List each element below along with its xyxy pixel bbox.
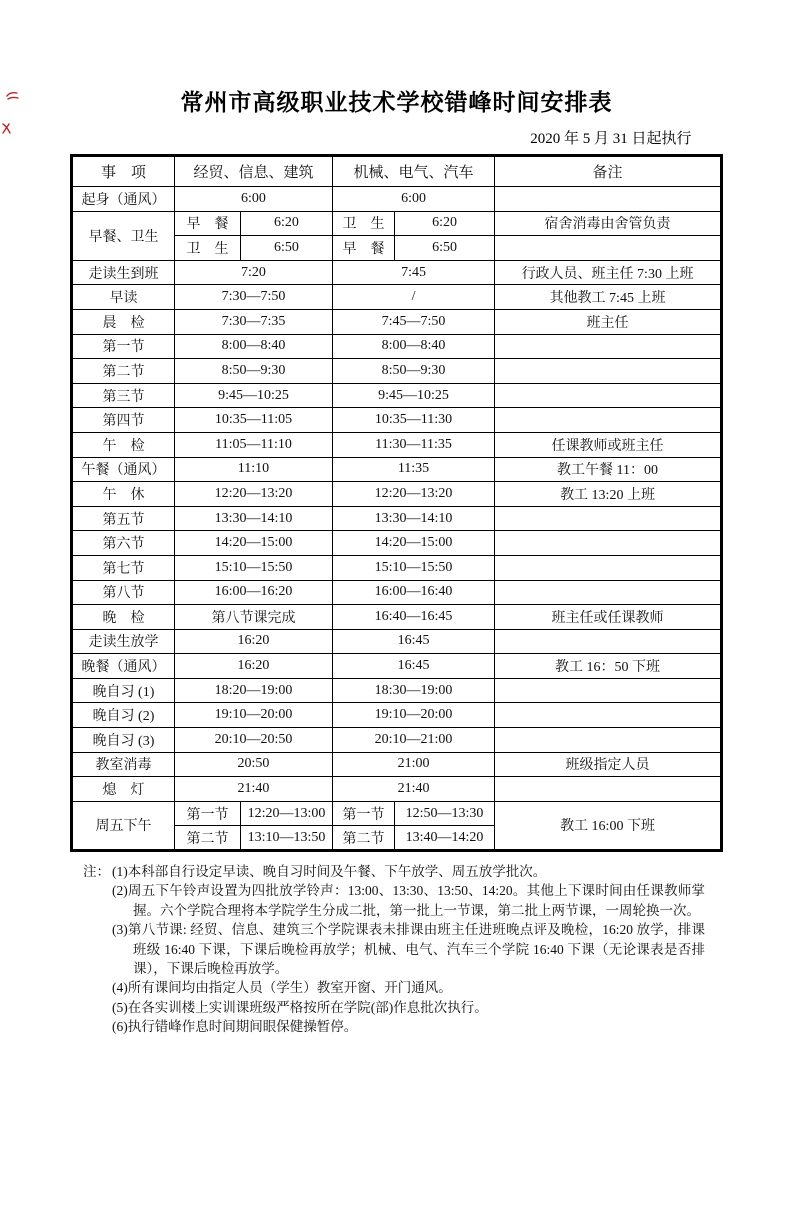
footnote-text: 在各实训楼上实训课班级严格按所在学院(部)作息批次执行。: [127, 999, 488, 1015]
time-cell: 10:35—11:05: [174, 408, 332, 433]
time-cell: 9:45—10:25: [333, 383, 495, 408]
time-cell: 12:20—13:00: [240, 801, 332, 826]
footnotes-label: 注：: [83, 864, 110, 880]
footnote-text: 周五下午铃声设置为四批放学铃声：13:00、13:30、13:50、14:20。其他上下课时间由任课教师掌握。六个学院合理将本学院学生分成二批，第一批上一节课，第二批上两节课，一周轮换一次。: [127, 883, 705, 918]
row-item: 走读生放学: [71, 629, 174, 654]
row-item: 第六节: [71, 531, 174, 556]
time-cell: 7:45: [333, 260, 495, 285]
time-cell: 8:50—9:30: [174, 359, 332, 384]
time-cell: 12:20—13:20: [174, 482, 332, 507]
time-cell: 8:00—8:40: [333, 334, 495, 359]
table-row-breakfast-1: [71, 211, 721, 236]
row-item: 第二节: [71, 359, 174, 384]
remark-cell: [495, 334, 722, 359]
time-cell: 6:00: [174, 187, 332, 212]
table-row: [71, 629, 721, 654]
row-item: 晨 检: [71, 309, 174, 334]
row-item: 起身（通风）: [71, 187, 174, 212]
remark-cell: 班主任: [495, 309, 722, 334]
remark-cell: [495, 408, 722, 433]
remark-cell: [495, 555, 722, 580]
row-item: 第四节: [71, 408, 174, 433]
time-cell: 12:20—13:20: [333, 482, 495, 507]
remark-cell: 行政人员、班主任 7:30 上班: [495, 260, 722, 285]
time-cell: 16:45: [333, 654, 495, 679]
time-cell: 7:45—7:50: [333, 309, 495, 334]
footnote-item: [112, 998, 705, 1017]
time-cell: 16:20: [174, 654, 332, 679]
remark-cell: 宿舍消毒由舍管负责: [495, 211, 722, 236]
time-cell: 16:00—16:40: [333, 580, 495, 605]
table-row: [71, 531, 721, 556]
time-cell: 6:50: [395, 236, 495, 261]
time-cell: 6:20: [395, 211, 495, 236]
time-cell: 13:30—14:10: [174, 506, 332, 531]
sub-label-cell: 第二节: [333, 826, 395, 851]
time-cell: 13:30—14:10: [333, 506, 495, 531]
time-cell: 8:50—9:30: [333, 359, 495, 384]
table-row: [71, 555, 721, 580]
time-cell: 6:20: [240, 211, 332, 236]
table-row: [71, 285, 721, 310]
time-cell: 6:50: [240, 236, 332, 261]
time-cell: 18:20—19:00: [174, 678, 332, 703]
footnote-item: [112, 978, 705, 997]
time-cell: 16:00—16:20: [174, 580, 332, 605]
time-cell: 12:50—13:30: [395, 801, 495, 826]
sub-label-cell: 第一节: [174, 801, 240, 826]
footnote-number: (4): [112, 980, 128, 996]
table-row: [71, 580, 721, 605]
footnote-number: (5): [112, 999, 128, 1015]
remark-cell: 教工午餐 11：00: [495, 457, 722, 482]
footnote-number: (1): [112, 864, 128, 880]
time-cell: 6:00: [333, 187, 495, 212]
time-cell: 9:45—10:25: [174, 383, 332, 408]
row-item: 熄 灯: [71, 777, 174, 802]
row-item: 晚自习 (3): [71, 728, 174, 753]
time-cell: 15:10—15:50: [333, 555, 495, 580]
footnote-number: (3): [112, 922, 128, 938]
row-item: 第八节: [71, 580, 174, 605]
remark-cell: [495, 728, 722, 753]
row-item: 午 检: [71, 432, 174, 457]
sub-label-cell: 早 餐: [333, 236, 395, 261]
table-row: [71, 654, 721, 679]
time-cell: 11:35: [333, 457, 495, 482]
table-row: [71, 482, 721, 507]
row-item: 晚自习 (1): [71, 678, 174, 703]
remark-cell: [495, 506, 722, 531]
sub-label-cell: 第二节: [174, 826, 240, 851]
footnote-text: 本科部自行设定早读、晚自习时间及午餐、下午放学、周五放学批次。: [127, 864, 547, 880]
row-item: 第一节: [71, 334, 174, 359]
time-cell: 16:45: [333, 629, 495, 654]
header-college-group-1: 经贸、信息、建筑: [174, 156, 332, 187]
table-row: [71, 457, 721, 482]
remark-cell: 教工 13:20 上班: [495, 482, 722, 507]
table-row: [71, 359, 721, 384]
time-cell: 10:35—11:30: [333, 408, 495, 433]
table-row: [71, 703, 721, 728]
row-item: 晚 检: [71, 605, 174, 630]
row-item: 教室消毒: [71, 752, 174, 777]
sub-label-cell: 第一节: [333, 801, 395, 826]
time-cell: 13:10—13:50: [240, 826, 332, 851]
remark-cell: [495, 580, 722, 605]
table-row: [71, 408, 721, 433]
time-cell: /: [333, 285, 495, 310]
header-item: 事 项: [71, 156, 174, 187]
remark-cell: 班主任或任课教师: [495, 605, 722, 630]
row-item: 第五节: [71, 506, 174, 531]
remark-cell: [495, 777, 722, 802]
row-item: 走读生到班: [71, 260, 174, 285]
time-cell: 第八节课完成: [174, 605, 332, 630]
sub-label-cell: 早 餐: [174, 211, 240, 236]
sub-label-cell: 卫 生: [333, 211, 395, 236]
time-cell: 13:40—14:20: [395, 826, 495, 851]
footnote-item: [112, 862, 705, 881]
schedule-table: [70, 154, 723, 852]
footnote-item: [112, 1017, 705, 1036]
time-cell: 14:20—15:00: [333, 531, 495, 556]
time-cell: 7:20: [174, 260, 332, 285]
table-row: [71, 309, 721, 334]
table-row: [71, 334, 721, 359]
remark-cell: 班级指定人员: [495, 752, 722, 777]
time-cell: 7:30—7:50: [174, 285, 332, 310]
table-row: [71, 728, 721, 753]
footnote-text: 第八节课: 经贸、信息、建筑三个学院课表未排课由班主任进班晚点评及晚检，16:20 放学，排课班级 16:40 下课，下课后晚检再放学；机械、电气、汽车三个学院 16:40 下课（无论课表是否排课），下课后晚检再放学。: [127, 922, 705, 977]
time-cell: 20:10—21:00: [333, 728, 495, 753]
time-cell: 14:20—15:00: [174, 531, 332, 556]
remark-cell: [495, 187, 722, 212]
effective-date: 2020 年 5 月 31 日起执行: [530, 131, 692, 147]
time-cell: 15:10—15:50: [174, 555, 332, 580]
footnote-item: [112, 881, 705, 920]
row-item: 晚自习 (2): [71, 703, 174, 728]
time-cell: 21:00: [333, 752, 495, 777]
remark-cell: [495, 703, 722, 728]
row-item: 晚餐（通风）: [71, 654, 174, 679]
sub-label-cell: 卫 生: [174, 236, 240, 261]
time-cell: 20:50: [174, 752, 332, 777]
table-row: [71, 752, 721, 777]
time-cell: 19:10—20:00: [174, 703, 332, 728]
table-row: [71, 605, 721, 630]
remark-cell: [495, 629, 722, 654]
header-row: [71, 156, 721, 187]
remark-cell: [495, 383, 722, 408]
remark-cell: [495, 531, 722, 556]
footnote-number: (2): [112, 883, 128, 899]
row-item: 早读: [71, 285, 174, 310]
table-row: [71, 506, 721, 531]
red-pen-mark: [1, 122, 13, 140]
footnote-text: 所有课间均由指定人员（学生）教室开窗、开门通风。: [127, 980, 452, 996]
remark-cell: 教工 16：50 下班: [495, 654, 722, 679]
remark-cell: [495, 359, 722, 384]
time-cell: 11:10: [174, 457, 332, 482]
table-row: [71, 678, 721, 703]
footnote-number: (6): [112, 1019, 128, 1035]
time-cell: 19:10—20:00: [333, 703, 495, 728]
table-row: [71, 777, 721, 802]
time-cell: 11:30—11:35: [333, 432, 495, 457]
footnote-item: [112, 920, 705, 978]
table-row: [71, 187, 721, 212]
time-cell: 16:40—16:45: [333, 605, 495, 630]
table-row: [71, 260, 721, 285]
table-row: [71, 432, 721, 457]
page-title: 常州市高级职业技术学校错峰时间安排表: [180, 89, 613, 115]
table-row-friday-1: [71, 801, 721, 826]
table-row: [71, 383, 721, 408]
row-item: 午 休: [71, 482, 174, 507]
footnotes: [0, 862, 705, 1037]
time-cell: 21:40: [174, 777, 332, 802]
row-item: 第三节: [71, 383, 174, 408]
time-cell: 8:00—8:40: [174, 334, 332, 359]
footnote-list: [112, 862, 705, 1037]
row-item: 午餐（通风）: [71, 457, 174, 482]
remark-cell: [495, 678, 722, 703]
row-item: 周五下午: [71, 801, 174, 850]
time-cell: 11:05—11:10: [174, 432, 332, 457]
remark-cell: 其他教工 7:45 上班: [495, 285, 722, 310]
time-cell: 18:30—19:00: [333, 678, 495, 703]
header-remark: 备注: [495, 156, 722, 187]
time-cell: 20:10—20:50: [174, 728, 332, 753]
time-cell: 21:40: [333, 777, 495, 802]
remark-cell: 任课教师或班主任: [495, 432, 722, 457]
header-college-group-2: 机械、电气、汽车: [333, 156, 495, 187]
row-item: 早餐、卫生: [71, 211, 174, 260]
remark-cell: [495, 236, 722, 261]
footnote-text: 执行错峰作息时间期间眼保健操暂停。: [127, 1019, 358, 1035]
time-cell: 7:30—7:35: [174, 309, 332, 334]
remark-cell: 教工 16:00 下班: [495, 801, 722, 850]
row-item: 第七节: [71, 555, 174, 580]
time-cell: 16:20: [174, 629, 332, 654]
